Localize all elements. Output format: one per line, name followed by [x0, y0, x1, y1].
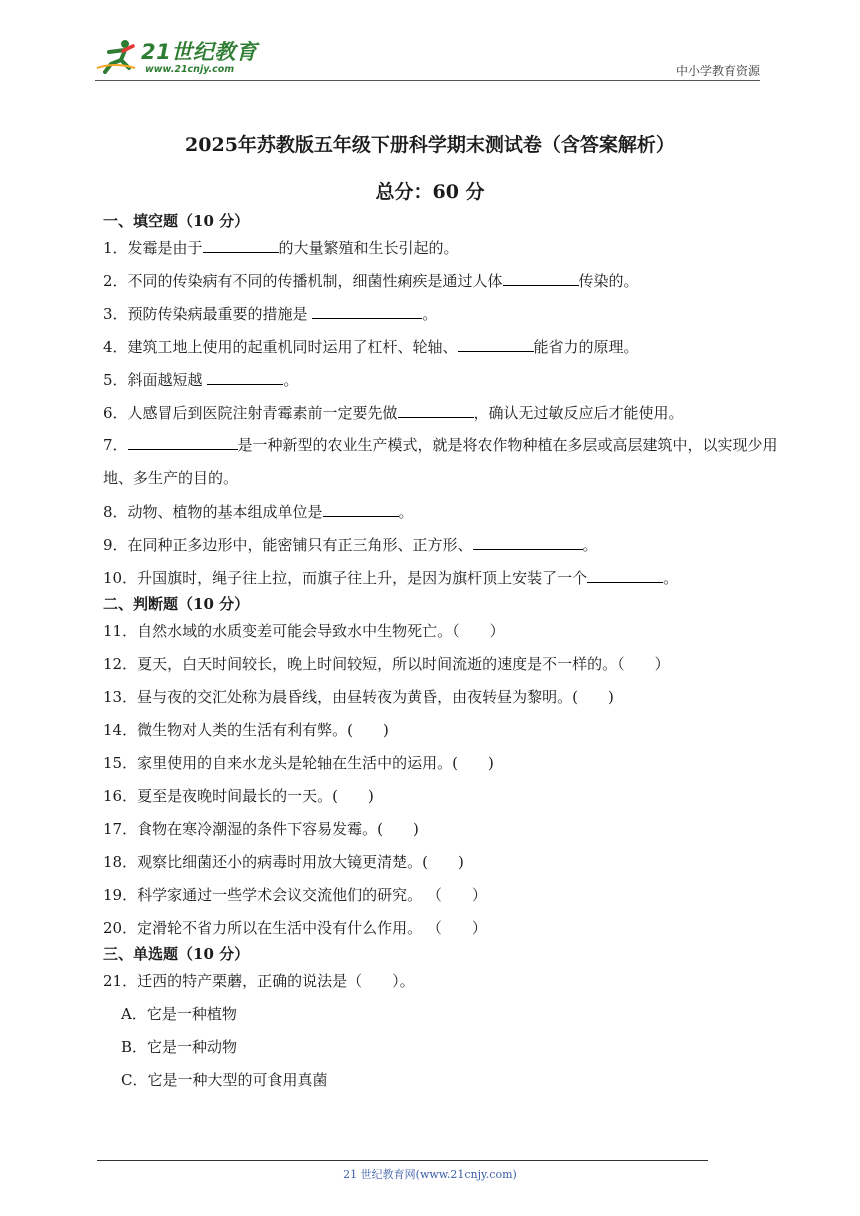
- question-16: 16．夏至是夜晚时间最长的一天。( ): [103, 787, 374, 805]
- header-divider: [95, 80, 760, 81]
- question-9: [103, 528, 783, 561]
- exam-content: [103, 211, 783, 1096]
- question-text: 4．建筑工地上使用的起重机同时运用了杠杆、轮轴、: [103, 338, 458, 356]
- question-text: 。: [422, 305, 438, 323]
- question-text: 。: [582, 536, 598, 554]
- question-text: 的大量繁殖和生长引起的。: [278, 239, 459, 257]
- question-11: 11．自然水域的水质变差可能会导致水中生物死亡。（ ）: [103, 622, 505, 640]
- question-10: [103, 561, 783, 594]
- site-logo[interactable]: [95, 34, 265, 78]
- question-14: 14．微生物对人类的生活有利有弊。( ): [103, 721, 389, 739]
- question-text: 。: [398, 503, 414, 521]
- answer-blank[interactable]: [207, 369, 283, 385]
- question-18: 18．观察比细菌还小的病毒时用放大镜更清楚。( ): [103, 853, 464, 871]
- question-5: [103, 363, 783, 396]
- section-heading-fill: 一、填空题（10 分）: [103, 212, 250, 230]
- question-8: [103, 495, 783, 528]
- page-title: 2025年苏教版五年级下册科学期末测试卷（含答案解析）: [185, 134, 675, 156]
- logo-text: 21世纪教育: [141, 40, 258, 64]
- question-text: 传染的。: [578, 272, 639, 290]
- question-text: 是一种新型的农业生产模式，就是将农作物种植在多层或高层建筑中，以实现少用地、多生产的目的。: [103, 436, 778, 487]
- question-text: 3．预防传染病最重要的措施是: [103, 305, 313, 323]
- option-a[interactable]: A．它是一种植物: [121, 1005, 237, 1023]
- footer-divider: [97, 1160, 708, 1161]
- question-15: 15．家里使用的自来水龙头是轮轴在生活中的运用。( ): [103, 754, 494, 772]
- question-text: 1．发霉是由于: [103, 239, 203, 257]
- section-heading-single: 三、单选题（10 分）: [103, 945, 250, 963]
- answer-blank[interactable]: [312, 303, 422, 319]
- page-subtitle: 总分：60 分: [375, 181, 485, 203]
- question-6: [103, 396, 783, 429]
- answer-blank[interactable]: [203, 237, 279, 253]
- question-text: 6．人感冒后到医院注射青霉素前一定要先做: [103, 404, 398, 422]
- question-3: [103, 297, 783, 330]
- header-resource-label: 中小学教育资源: [675, 64, 760, 78]
- question-4: [103, 330, 783, 363]
- answer-blank[interactable]: [128, 434, 238, 450]
- question-2: [103, 264, 783, 297]
- question-13: 13．昼与夜的交汇处称为晨昏线，由昼转夜为黄昏，由夜转昼为黎明。( ): [103, 688, 614, 706]
- question-text: 2．不同的传染病有不同的传播机制，细菌性痢疾是通过人体: [103, 272, 503, 290]
- question-text: 5．斜面越短越: [103, 371, 208, 389]
- question-text: 9．在同种正多边形中，能密铺只有正三角形、正方形、: [103, 536, 473, 554]
- footer-link[interactable]: 21 世纪教育网(www.21cnjy.com): [343, 1168, 517, 1181]
- question-12: 12．夏天，白天时间较长，晚上时间较短，所以时间流逝的速度是不一样的。（ ）: [103, 655, 670, 673]
- logo-url: www.21cnjy.com: [145, 64, 235, 75]
- question-1: [103, 231, 783, 264]
- page-header: [95, 34, 760, 82]
- answer-blank[interactable]: [587, 567, 663, 583]
- question-text: 。: [283, 371, 299, 389]
- question-text: 能省力的原理。: [533, 338, 639, 356]
- answer-blank[interactable]: [473, 534, 583, 550]
- answer-blank[interactable]: [458, 336, 534, 352]
- question-19: 19．科学家通过一些学术会议交流他们的研究。 （ ）: [103, 886, 487, 904]
- question-text: 。: [663, 569, 679, 587]
- option-c[interactable]: C．它是一种大型的可食用真菌: [121, 1071, 328, 1089]
- option-b[interactable]: B．它是一种动物: [121, 1038, 238, 1056]
- question-21: 21．迁西的特产栗蘑，正确的说法是（ ）。: [103, 972, 415, 990]
- question-text: ，确认无过敏反应后才能使用。: [473, 404, 684, 422]
- answer-blank[interactable]: [323, 501, 399, 517]
- running-man-icon: [95, 38, 139, 74]
- question-text: 10．升国旗时，绳子往上拉，而旗子往上升，是因为旗杆顶上安装了一个: [103, 569, 588, 587]
- question-text: 7．: [103, 436, 128, 454]
- answer-blank[interactable]: [398, 402, 474, 418]
- section-heading-judge: 二、判断题（10 分）: [103, 595, 250, 613]
- question-text: 8．动物、植物的基本组成单位是: [103, 503, 323, 521]
- question-7: [103, 429, 783, 495]
- question-17: 17．食物在寒冷潮湿的条件下容易发霉。( ): [103, 820, 419, 838]
- answer-blank[interactable]: [503, 270, 579, 286]
- question-20: 20．定滑轮不省力所以在生活中没有什么作用。 （ ）: [103, 919, 487, 937]
